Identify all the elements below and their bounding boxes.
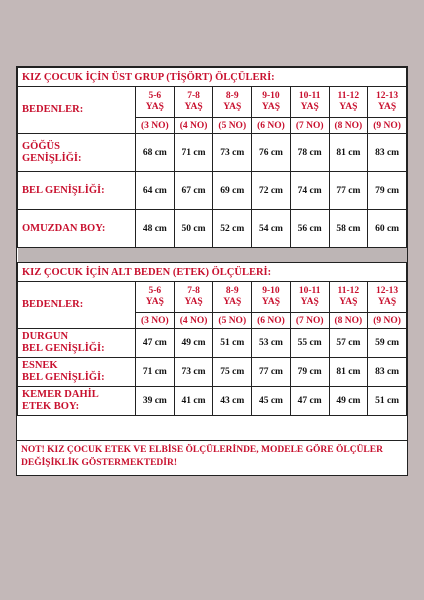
bottom-size-number-cell: (9 NO) — [368, 313, 407, 329]
bottom-size-header-cell — [368, 282, 407, 313]
top-size-header-cell — [329, 87, 368, 118]
bottom-age-unit: YAŞ — [378, 297, 397, 307]
bottom-age-unit: YAŞ — [145, 297, 164, 307]
top-age-unit: YAŞ — [184, 102, 203, 112]
measurement-value: 76 cm — [252, 134, 291, 172]
table-row — [18, 358, 407, 387]
measurement-value: 81 cm — [329, 358, 368, 387]
measurement-value: 81 cm — [329, 134, 368, 172]
measurement-value: 67 cm — [174, 172, 213, 210]
measurement-value: 50 cm — [174, 210, 213, 248]
measurement-value: 83 cm — [368, 358, 407, 387]
table-row — [18, 134, 407, 172]
measurement-value: 51 cm — [368, 387, 407, 416]
top-size-number-cell: (9 NO) — [368, 118, 407, 134]
bottom-age-unit: YAŞ — [339, 297, 358, 307]
measurement-value: 56 cm — [290, 210, 329, 248]
measurement-value: 60 cm — [368, 210, 407, 248]
measurement-value: 47 cm — [290, 387, 329, 416]
measurement-value: 79 cm — [290, 358, 329, 387]
top-age-unit: YAŞ — [223, 102, 242, 112]
table-row — [18, 210, 407, 248]
measurement-value: 79 cm — [368, 172, 407, 210]
table-row — [18, 172, 407, 210]
label-line-1: DURGUN — [22, 331, 69, 342]
sizing-note: NOT! KIZ ÇOCUK ETEK VE ELBİSE ÖLÇÜLERİNDE, MODELE GÖRE ÖLÇÜLER DEĞİŞİKLİK GÖSTERMEKTEDİR! — [16, 440, 408, 476]
bottom-size-number-cell: (7 NO) — [290, 313, 329, 329]
top-size-range: 7-8 — [187, 91, 200, 101]
top-measurement-label — [18, 134, 136, 172]
bottom-size-header-cell — [136, 282, 175, 313]
label-line-1: BEL GENİŞLİĞİ: — [22, 184, 105, 196]
bottom-size-number-cell: (4 NO) — [174, 313, 213, 329]
top-age-unit: YAŞ — [378, 102, 397, 112]
label-line-1: OMUZDAN BOY: — [22, 222, 106, 234]
measurement-value: 73 cm — [213, 134, 252, 172]
bottom-size-number-cell: (8 NO) — [329, 313, 368, 329]
label-line-2: BEL GENİŞLİĞİ: — [22, 343, 105, 354]
measurement-value: 54 cm — [252, 210, 291, 248]
bottom-age-unit: YAŞ — [261, 297, 281, 307]
top-age-unit: YAŞ — [145, 102, 164, 112]
size-chart-sheet — [16, 66, 408, 476]
top-measurement-label — [18, 210, 136, 248]
measurement-value: 43 cm — [213, 387, 252, 416]
label-line-1: KEMER DAHİL — [22, 389, 99, 400]
bottom-section-title: KIZ ÇOCUK İÇİN ALT BEDEN (ETEK) ÖLÇÜLERİ: — [18, 263, 407, 282]
bottom-age-unit: YAŞ — [223, 297, 242, 307]
top-size-header-row — [18, 87, 407, 118]
measurement-value: 71 cm — [136, 358, 175, 387]
measurement-value: 39 cm — [136, 387, 175, 416]
top-size-range: 10-11 — [298, 91, 321, 101]
label-line-2: GENİŞLİĞİ: — [22, 152, 82, 164]
measurement-value: 59 cm — [368, 329, 407, 358]
top-size-header-cell — [174, 87, 213, 118]
bottom-size-range: 10-11 — [298, 286, 321, 296]
section-divider — [18, 248, 407, 263]
measurement-value: 68 cm — [136, 134, 175, 172]
measurement-value: 48 cm — [136, 210, 175, 248]
top-size-header-cell — [136, 87, 175, 118]
bottom-size-header-cell — [290, 282, 329, 313]
top-size-number-cell: (3 NO) — [136, 118, 175, 134]
top-size-range: 5-6 — [148, 91, 162, 101]
top-measurement-label — [18, 172, 136, 210]
top-size-header-cell — [368, 87, 407, 118]
top-size-number-cell: (5 NO) — [213, 118, 252, 134]
bottom-size-header-cell — [329, 282, 368, 313]
top-age-unit: YAŞ — [300, 102, 319, 112]
top-size-range: 12-13 — [376, 91, 399, 101]
label-line-1: GÖĞÜS — [22, 140, 60, 152]
bottom-size-range: 11-12 — [337, 286, 360, 296]
top-size-range: 9-10 — [262, 91, 280, 101]
measurement-value: 78 cm — [290, 134, 329, 172]
top-size-range: 8-9 — [225, 91, 239, 101]
section-divider-cell — [18, 248, 407, 263]
size-chart-table — [17, 67, 407, 416]
measurement-value: 64 cm — [136, 172, 175, 210]
bottom-size-header-cell — [213, 282, 252, 313]
table-row — [18, 329, 407, 358]
label-line-2: BEL GENİŞLİĞİ: — [22, 372, 105, 383]
bottom-sizes-label: BEDENLER: — [18, 282, 136, 329]
top-section-title: KIZ ÇOCUK İÇİN ÜST GRUP (TİŞÖRT) ÖLÇÜLERİ: — [18, 68, 407, 87]
top-age-unit: YAŞ — [261, 102, 281, 112]
bottom-size-range: 9-10 — [262, 286, 280, 296]
measurement-value: 74 cm — [290, 172, 329, 210]
top-age-unit: YAŞ — [339, 102, 358, 112]
measurement-value: 47 cm — [136, 329, 175, 358]
measurement-value: 73 cm — [174, 358, 213, 387]
measurement-value: 69 cm — [213, 172, 252, 210]
bottom-size-range: 8-9 — [225, 286, 239, 296]
top-sizes-label: BEDENLER: — [18, 87, 136, 134]
measurement-value: 49 cm — [329, 387, 368, 416]
measurement-value: 41 cm — [174, 387, 213, 416]
measurement-value: 83 cm — [368, 134, 407, 172]
bottom-size-range: 7-8 — [187, 286, 200, 296]
measurement-value: 75 cm — [213, 358, 252, 387]
top-size-header-cell — [252, 87, 291, 118]
top-size-number-cell: (7 NO) — [290, 118, 329, 134]
label-line-2: ETEK BOY: — [22, 401, 80, 412]
measurement-value: 51 cm — [213, 329, 252, 358]
table-row — [18, 387, 407, 416]
top-title-row — [18, 68, 407, 87]
bottom-age-unit: YAŞ — [184, 297, 203, 307]
measurement-value: 57 cm — [329, 329, 368, 358]
top-size-header-cell — [213, 87, 252, 118]
label-line-1: ESNEK — [22, 360, 58, 371]
bottom-size-range: 5-6 — [148, 286, 162, 296]
bottom-age-unit: YAŞ — [300, 297, 319, 307]
measurement-value: 49 cm — [174, 329, 213, 358]
top-size-number-cell: (4 NO) — [174, 118, 213, 134]
bottom-size-header-cell — [174, 282, 213, 313]
measurement-value: 77 cm — [252, 358, 291, 387]
bottom-measurement-label — [18, 358, 136, 387]
bottom-title-row — [18, 263, 407, 282]
measurement-value: 53 cm — [252, 329, 291, 358]
top-size-header-cell — [290, 87, 329, 118]
measurement-value: 52 cm — [213, 210, 252, 248]
top-size-range: 11-12 — [337, 91, 360, 101]
top-size-number-cell: (6 NO) — [252, 118, 291, 134]
bottom-size-number-cell: (6 NO) — [252, 313, 291, 329]
bottom-measurement-label — [18, 329, 136, 358]
measurement-value: 58 cm — [329, 210, 368, 248]
top-size-number-cell: (8 NO) — [329, 118, 368, 134]
measurement-value: 45 cm — [252, 387, 291, 416]
bottom-measurement-label — [18, 387, 136, 416]
bottom-size-header-row — [18, 282, 407, 313]
bottom-size-range: 12-13 — [376, 286, 399, 296]
measurement-value: 77 cm — [329, 172, 368, 210]
measurement-value: 71 cm — [174, 134, 213, 172]
bottom-size-number-cell: (5 NO) — [213, 313, 252, 329]
bottom-size-header-cell — [252, 282, 291, 313]
measurement-value: 55 cm — [290, 329, 329, 358]
bottom-size-number-cell: (3 NO) — [136, 313, 175, 329]
measurement-value: 72 cm — [252, 172, 291, 210]
